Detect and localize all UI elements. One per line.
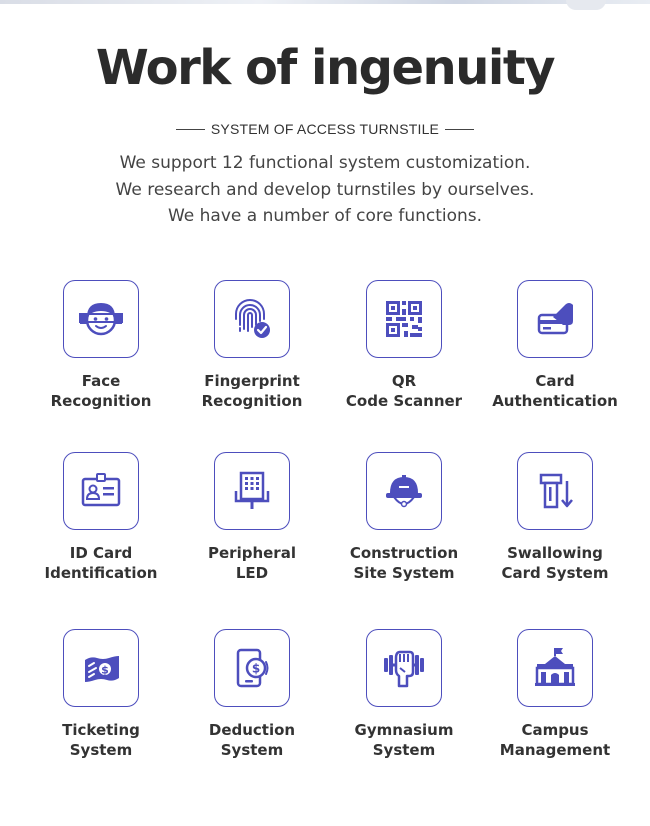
feature-gymnasium[interactable] — [329, 629, 479, 769]
feature-label-line: Recognition — [50, 391, 152, 410]
feature-label-line: Card System — [501, 563, 609, 582]
description-line: We research and develop turnstiles by ourselves. — [115, 179, 535, 200]
description-line: We support 12 functional system customization. — [119, 153, 531, 173]
feature-icon-box — [366, 452, 442, 530]
feature-label-line: Campus — [521, 721, 589, 739]
feature-label — [319, 721, 489, 760]
card-slot-icon — [531, 467, 579, 515]
feature-label-line: System — [372, 740, 436, 759]
hard-hat-icon — [380, 467, 428, 515]
id-card-icon — [77, 467, 125, 515]
feature-label-line: Card — [535, 372, 575, 390]
feature-label-line: System — [69, 740, 133, 759]
feature-label — [470, 372, 640, 411]
fingerprint-icon — [228, 295, 276, 343]
feature-icon-box — [63, 280, 139, 358]
feature-id-card[interactable] — [26, 452, 176, 592]
feature-label-line: Code Scanner — [345, 391, 463, 410]
svg-text:$: $ — [251, 661, 261, 676]
page-title: Work of ingenuity — [95, 40, 555, 96]
feature-icon-box — [517, 629, 593, 707]
feature-label-line: Recognition — [201, 391, 303, 410]
feature-deduction[interactable] — [177, 629, 327, 769]
card-authentication-icon — [531, 295, 579, 343]
feature-label — [319, 544, 489, 583]
ticket-icon — [77, 644, 125, 692]
feature-label-line: Deduction — [208, 721, 296, 739]
feature-label-line: Identification — [44, 563, 158, 582]
feature-label-line: Fingerprint — [204, 372, 300, 390]
feature-icon-box — [366, 280, 442, 358]
feature-peripheral-led[interactable] — [177, 452, 327, 592]
svg-text:$: $ — [101, 663, 109, 677]
feature-qr-code[interactable] — [329, 280, 479, 420]
feature-icon-box — [517, 452, 593, 530]
feature-label — [16, 721, 186, 760]
phone-payment-icon — [228, 644, 276, 692]
feature-label — [16, 544, 186, 583]
feature-label — [319, 372, 489, 411]
feature-label — [167, 372, 337, 411]
led-display-icon — [228, 467, 276, 515]
feature-card-authentication[interactable] — [480, 280, 630, 420]
feature-label-line: Face — [81, 372, 121, 390]
feature-label — [16, 372, 186, 411]
feature-icon-box — [214, 452, 290, 530]
feature-label-line: QR — [391, 372, 417, 390]
feature-label-line: Swallowing — [507, 544, 603, 562]
feature-fingerprint[interactable] — [177, 280, 327, 420]
feature-icon-box — [63, 452, 139, 530]
feature-icon-box — [517, 280, 593, 358]
feature-campus-management[interactable] — [480, 629, 630, 769]
feature-label-line: Authentication — [492, 391, 618, 410]
feature-construction-site[interactable] — [329, 452, 479, 592]
qr-code-icon — [380, 295, 428, 343]
feature-label-line: Construction — [349, 544, 459, 562]
subtitle-right-line — [445, 129, 474, 130]
subtitle-left-line — [176, 129, 205, 130]
feature-label — [470, 544, 640, 583]
description-line: We have a number of core functions. — [167, 206, 483, 226]
feature-label — [167, 721, 337, 760]
feature-label-line: ID Card — [69, 544, 133, 562]
feature-label-line: Peripheral — [208, 544, 296, 562]
feature-label-line: Ticketing — [62, 721, 140, 739]
face-recognition-icon — [77, 295, 125, 343]
feature-icon-box — [63, 629, 139, 707]
feature-icon-box — [214, 280, 290, 358]
subtitle: SYSTEM OF ACCESS TURNSTILE — [210, 121, 440, 137]
description — [0, 150, 650, 230]
feature-ticketing[interactable] — [26, 629, 176, 769]
feature-swallowing-card[interactable] — [480, 452, 630, 592]
feature-face-recognition[interactable] — [26, 280, 176, 420]
top-decoration — [566, 0, 606, 10]
feature-icon-box — [214, 629, 290, 707]
top-strip — [0, 0, 650, 4]
subtitle-row — [0, 121, 650, 137]
feature-label — [470, 721, 640, 760]
feature-label-line: LED — [235, 563, 269, 582]
campus-building-icon — [531, 644, 579, 692]
fitness-icon — [380, 644, 428, 692]
feature-icon-box — [366, 629, 442, 707]
feature-label-line: System — [220, 740, 284, 759]
feature-label-line: Site System — [353, 563, 455, 582]
feature-label-line: Gymnasium — [354, 721, 454, 739]
feature-label — [167, 544, 337, 583]
feature-label-line: Management — [499, 740, 611, 759]
